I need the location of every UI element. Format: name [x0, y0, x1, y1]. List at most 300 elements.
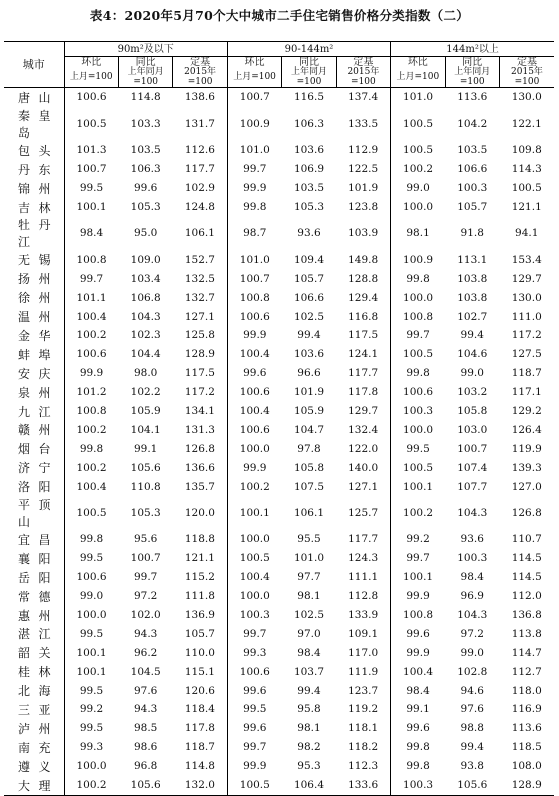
index-value: 99.4: [460, 329, 484, 342]
index-value: 100.0: [391, 420, 445, 439]
index-value: 122.5: [348, 163, 379, 176]
index-value: 130.0: [511, 91, 542, 104]
index-value: 99.7: [227, 624, 281, 643]
index-value: 99.9: [227, 458, 281, 477]
index-value: 107.5: [293, 480, 324, 493]
table-row: [4, 288, 554, 307]
index-value: 100.1: [64, 643, 118, 662]
index-value: 101.0: [293, 552, 324, 565]
table-row: [4, 88, 554, 107]
index-value: 100.1: [64, 662, 118, 681]
index-value: 103.5: [130, 144, 161, 157]
index-value: 112.6: [184, 144, 215, 157]
group-header-large: 144m²以上: [391, 42, 554, 57]
index-value: 105.8: [293, 461, 324, 474]
index-value: 100.4: [227, 345, 281, 364]
index-value: 109.1: [348, 627, 379, 640]
city-name: 扬州: [4, 269, 64, 288]
table-row: [4, 624, 554, 643]
table-row: [4, 496, 554, 530]
table-row: [4, 757, 554, 776]
index-value: 100.6: [227, 307, 281, 326]
index-value: 118.2: [348, 741, 379, 754]
base-header-2: 2015年=100: [173, 68, 227, 88]
index-value: 149.8: [348, 253, 379, 266]
index-value: 111.8: [184, 590, 215, 603]
index-value: 98.1: [297, 722, 321, 735]
index-value: 117.8: [184, 722, 215, 735]
index-value: 100.4: [227, 568, 281, 587]
index-value: 100.3: [391, 776, 445, 795]
index-value: 131.3: [184, 423, 215, 436]
index-value: 100.2: [391, 160, 445, 179]
table-row: [4, 458, 554, 477]
index-value: 100.7: [64, 160, 118, 179]
index-value: 105.3: [293, 201, 324, 213]
index-value: 126.8: [511, 507, 542, 520]
index-value: 99.3: [64, 738, 118, 757]
table-row: [4, 383, 554, 402]
index-value: 100.2: [64, 458, 118, 477]
index-value: 99.9: [227, 179, 281, 198]
index-value: 99.9: [227, 326, 281, 345]
sub-header-2: 定基: [336, 57, 390, 69]
index-value: 152.7: [184, 253, 215, 266]
index-value: 101.0: [227, 250, 281, 269]
index-value: 108.0: [511, 760, 542, 773]
index-value: 121.1: [511, 201, 542, 213]
index-value: 99.6: [227, 681, 281, 700]
city-name: 常德: [4, 587, 64, 606]
index-value: 101.9: [293, 386, 324, 399]
index-value: 100.5: [227, 549, 281, 568]
index-value: 94.3: [133, 703, 158, 716]
city-name: 唐山: [4, 88, 64, 107]
index-value: 95.3: [297, 760, 321, 773]
sub-header-2: 定基: [499, 57, 554, 69]
index-value: 104.1: [130, 423, 161, 436]
price-index-table: [4, 42, 554, 796]
index-value: 98.0: [133, 367, 158, 380]
index-value: 100.3: [391, 402, 445, 421]
index-value: 100.0: [64, 757, 118, 776]
index-value: 98.5: [133, 722, 158, 735]
city-name: 湛江: [4, 624, 64, 643]
index-value: 100.8: [64, 402, 118, 421]
index-value: 118.1: [348, 722, 379, 735]
index-value: 122.0: [348, 442, 379, 455]
base-header-2: 2015年=100: [499, 68, 554, 88]
index-value: 100.6: [227, 383, 281, 402]
city-name: 吉林: [4, 198, 64, 217]
index-value: 105.7: [293, 272, 324, 285]
index-value: 117.8: [348, 386, 379, 399]
index-value: 136.8: [511, 609, 542, 622]
index-value: 104.5: [130, 665, 161, 678]
index-value: 100.9: [391, 250, 445, 269]
index-value: 127.0: [511, 480, 542, 493]
table-row: [4, 179, 554, 198]
index-value: 126.4: [511, 423, 542, 436]
index-value: 99.6: [391, 719, 445, 738]
index-value: 99.5: [64, 179, 118, 198]
index-value: 114.5: [511, 552, 542, 565]
index-value: 100.5: [391, 345, 445, 364]
city-column-header: 城市: [4, 42, 64, 88]
index-value: 100.6: [227, 662, 281, 681]
city-name: 烟台: [4, 439, 64, 458]
index-value: 99.0: [460, 367, 484, 380]
index-value: 99.5: [64, 624, 118, 643]
index-value: 105.9: [130, 405, 161, 418]
table-row: [4, 216, 554, 250]
index-value: 128.9: [499, 776, 554, 795]
index-value: 135.7: [184, 480, 215, 493]
sub-header-0: 环比: [64, 57, 118, 69]
index-value: 102.9: [184, 182, 215, 195]
index-value: 104.4: [130, 348, 161, 361]
index-value: 100.4: [227, 402, 281, 421]
base-header-0: 上月=100: [227, 68, 281, 88]
index-value: 100.6: [227, 420, 281, 439]
index-value: 99.9: [391, 587, 445, 606]
index-value: 100.4: [391, 662, 445, 681]
table-row: [4, 738, 554, 757]
city-name: 安庆: [4, 364, 64, 383]
index-value: 97.2: [133, 590, 158, 603]
index-value: 99.5: [64, 681, 118, 700]
index-value: 125.8: [184, 329, 215, 342]
table-row: [4, 141, 554, 160]
index-value: 100.4: [64, 477, 118, 496]
index-value: 119.2: [348, 703, 379, 716]
index-value: 100.2: [64, 326, 118, 345]
index-value: 115.1: [184, 665, 215, 678]
index-value: 106.4: [282, 776, 336, 795]
index-value: 132.7: [184, 291, 215, 304]
index-value: 117.7: [348, 533, 379, 546]
index-value: 128.8: [348, 272, 379, 285]
index-value: 100.5: [64, 496, 118, 530]
index-value: 117.2: [511, 329, 542, 342]
sub-header-0: 环比: [227, 57, 281, 69]
table-row: [4, 198, 554, 217]
index-value: 100.7: [130, 552, 161, 565]
index-value: 124.1: [348, 348, 379, 361]
index-value: 99.5: [227, 700, 281, 719]
index-value: 113.6: [511, 722, 542, 735]
index-value: 105.3: [130, 201, 161, 213]
index-value: 95.5: [297, 533, 321, 546]
index-value: 133.9: [348, 609, 379, 622]
index-value: 98.1: [297, 590, 321, 603]
index-value: 100.8: [391, 307, 445, 326]
city-name: 桂林: [4, 662, 64, 681]
city-name: 丹东: [4, 160, 64, 179]
city-name: 宜昌: [4, 530, 64, 549]
table-row: [4, 530, 554, 549]
index-value: 99.6: [227, 719, 281, 738]
index-value: 128.9: [184, 348, 215, 361]
index-value: 133.5: [348, 117, 379, 130]
index-value: 100.5: [64, 107, 118, 141]
index-value: 139.3: [511, 461, 542, 474]
index-value: 97.7: [297, 571, 321, 584]
index-value: 99.2: [391, 530, 445, 549]
index-value: 99.2: [64, 700, 118, 719]
index-value: 103.5: [457, 144, 488, 157]
index-value: 116.5: [293, 91, 324, 104]
index-value: 99.7: [391, 549, 445, 568]
index-value: 104.3: [457, 507, 488, 520]
index-value: 132.4: [348, 423, 379, 436]
index-value: 126.8: [184, 442, 215, 455]
index-value: 98.4: [391, 681, 445, 700]
table-row: [4, 402, 554, 421]
index-value: 118.0: [511, 684, 542, 697]
index-value: 98.4: [64, 216, 118, 250]
index-value: 105.9: [293, 405, 324, 418]
index-value: 100.6: [64, 345, 118, 364]
city-name: 岳阳: [4, 568, 64, 587]
index-value: 103.8: [457, 291, 488, 304]
index-value: 118.8: [184, 533, 215, 546]
index-value: 129.2: [511, 405, 542, 418]
city-name: 遵义: [4, 757, 64, 776]
index-value: 101.2: [64, 383, 118, 402]
index-value: 111.9: [348, 665, 379, 678]
city-name: 襄阳: [4, 549, 64, 568]
table-row: [4, 776, 554, 795]
index-value: 102.8: [457, 665, 488, 678]
index-value: 118.5: [511, 741, 542, 754]
table-row: [4, 160, 554, 179]
index-value: 106.9: [293, 163, 324, 176]
city-name: 大理: [4, 776, 64, 795]
city-name: 洛阳: [4, 477, 64, 496]
index-value: 99.7: [133, 571, 158, 584]
index-value: 110.8: [130, 480, 161, 493]
index-value: 125.7: [348, 507, 379, 520]
index-value: 131.7: [184, 117, 215, 130]
sub-header-1: 同比: [118, 57, 172, 69]
index-value: 95.6: [133, 533, 158, 546]
index-value: 105.6: [130, 461, 161, 474]
index-value: 99.8: [391, 757, 445, 776]
index-value: 102.2: [130, 386, 161, 399]
index-value: 117.0: [348, 646, 379, 659]
table-row: [4, 439, 554, 458]
index-value: 129.7: [348, 405, 379, 418]
sub-header-0: 环比: [391, 57, 445, 69]
index-value: 98.8: [460, 722, 484, 735]
index-value: 98.2: [297, 741, 321, 754]
index-value: 103.4: [130, 272, 161, 285]
index-value: 94.3: [133, 627, 158, 640]
index-value: 100.2: [64, 776, 118, 795]
index-value: 132.0: [173, 776, 227, 795]
index-value: 104.6: [457, 348, 488, 361]
table-row: [4, 643, 554, 662]
index-value: 100.7: [227, 269, 281, 288]
index-value: 99.9: [64, 364, 118, 383]
city-name: 平顶山: [4, 496, 64, 530]
index-value: 94.6: [460, 684, 484, 697]
index-value: 105.7: [184, 627, 215, 640]
table-row: [4, 250, 554, 269]
index-value: 122.1: [511, 117, 542, 130]
index-value: 99.1: [391, 700, 445, 719]
index-value: 116.8: [348, 310, 379, 323]
index-value: 100.6: [64, 568, 118, 587]
index-value: 91.8: [460, 227, 484, 240]
index-value: 99.4: [297, 684, 321, 697]
table-row: [4, 420, 554, 439]
city-name: 九江: [4, 402, 64, 421]
index-value: 100.8: [64, 250, 118, 269]
index-value: 100.9: [227, 107, 281, 141]
index-value: 100.1: [391, 568, 445, 587]
index-value: 134.1: [184, 405, 215, 418]
city-name: 韶关: [4, 643, 64, 662]
index-value: 97.6: [133, 684, 158, 697]
index-value: 99.5: [64, 549, 118, 568]
index-value: 100.5: [391, 458, 445, 477]
index-value: 99.8: [391, 738, 445, 757]
index-value: 103.0: [457, 423, 488, 436]
index-value: 136.6: [184, 461, 215, 474]
index-value: 93.6: [297, 227, 321, 240]
index-value: 98.1: [391, 216, 445, 250]
index-value: 99.9: [391, 643, 445, 662]
index-value: 94.1: [515, 227, 539, 240]
index-value: 99.8: [227, 198, 281, 217]
index-value: 129.7: [511, 272, 542, 285]
city-name: 三亚: [4, 700, 64, 719]
index-value: 100.3: [457, 182, 488, 195]
index-value: 103.8: [457, 272, 488, 285]
table-title: 表4：2020年5月70个大中城市二手住宅销售价格分类指数（二）: [89, 8, 470, 23]
index-value: 115.2: [184, 571, 215, 584]
index-value: 103.5: [293, 182, 324, 195]
index-value: 120.0: [184, 507, 215, 520]
index-value: 96.2: [133, 646, 158, 659]
index-value: 100.7: [457, 442, 488, 455]
index-value: 100.0: [227, 530, 281, 549]
group-header-small: 90m²及以下: [64, 42, 227, 57]
index-value: 101.1: [64, 288, 118, 307]
index-value: 109.4: [293, 253, 324, 266]
index-value: 100.2: [64, 420, 118, 439]
index-value: 112.0: [511, 590, 542, 603]
index-value: 117.5: [348, 329, 379, 342]
index-value: 120.6: [184, 684, 215, 697]
index-value: 99.0: [64, 587, 118, 606]
index-value: 100.5: [227, 776, 281, 795]
index-value: 106.6: [293, 291, 324, 304]
index-value: 127.1: [348, 480, 379, 493]
index-value: 100.1: [64, 198, 118, 217]
table-row: [4, 587, 554, 606]
index-value: 99.7: [227, 160, 281, 179]
index-value: 99.9: [227, 757, 281, 776]
index-value: 105.3: [130, 507, 161, 520]
index-value: 102.7: [457, 310, 488, 323]
index-value: 99.6: [391, 624, 445, 643]
index-value: 99.7: [391, 326, 445, 345]
index-value: 118.7: [184, 741, 215, 754]
sub-header-2: 定基: [173, 57, 227, 69]
index-value: 106.8: [130, 291, 161, 304]
index-value: 99.8: [64, 530, 118, 549]
index-value: 113.6: [457, 91, 488, 104]
index-value: 99.4: [460, 741, 484, 754]
city-name: 牡丹江: [4, 216, 64, 250]
index-value: 97.0: [297, 627, 321, 640]
index-value: 116.9: [511, 703, 542, 716]
city-name: 金华: [4, 326, 64, 345]
index-value: 100.0: [227, 439, 281, 458]
city-name: 惠州: [4, 606, 64, 625]
index-value: 100.5: [391, 141, 445, 160]
index-value: 102.5: [293, 609, 324, 622]
index-value: 102.3: [130, 329, 161, 342]
city-name: 泉州: [4, 383, 64, 402]
base-header-0: 上月=100: [391, 68, 445, 88]
index-value: 136.9: [184, 609, 215, 622]
table-row: [4, 477, 554, 496]
index-value: 100.8: [227, 288, 281, 307]
index-value: 111.0: [511, 310, 542, 323]
table-row: [4, 719, 554, 738]
index-value: 97.6: [460, 703, 484, 716]
index-value: 99.5: [64, 719, 118, 738]
index-value: 99.1: [133, 442, 158, 455]
index-value: 112.3: [348, 760, 379, 773]
index-value: 129.4: [348, 291, 379, 304]
index-value: 106.1: [184, 227, 215, 240]
index-value: 103.6: [293, 348, 324, 361]
index-value: 100.1: [227, 496, 281, 530]
index-value: 101.9: [348, 182, 379, 195]
index-value: 105.6: [118, 776, 172, 795]
table-row: [4, 662, 554, 681]
index-value: 121.1: [184, 552, 215, 565]
index-value: 98.4: [297, 646, 321, 659]
index-value: 100.0: [391, 198, 445, 217]
table-row: [4, 700, 554, 719]
index-value: 97.8: [297, 442, 321, 455]
index-value: 99.0: [460, 646, 484, 659]
index-value: 100.3: [227, 606, 281, 625]
index-value: 107.7: [457, 480, 488, 493]
index-value: 113.8: [511, 627, 542, 640]
table-row: [4, 549, 554, 568]
index-value: 123.7: [348, 684, 379, 697]
index-value: 111.1: [348, 571, 379, 584]
index-value: 124.3: [348, 552, 379, 565]
index-value: 106.3: [293, 117, 324, 130]
index-value: 105.6: [445, 776, 499, 795]
index-value: 113.1: [457, 253, 488, 266]
index-value: 103.9: [348, 227, 379, 240]
index-value: 114.8: [184, 760, 215, 773]
index-value: 112.8: [348, 590, 379, 603]
index-value: 123.8: [348, 201, 379, 213]
city-name: 锦州: [4, 179, 64, 198]
index-value: 114.3: [511, 163, 542, 176]
index-value: 153.4: [511, 253, 542, 266]
